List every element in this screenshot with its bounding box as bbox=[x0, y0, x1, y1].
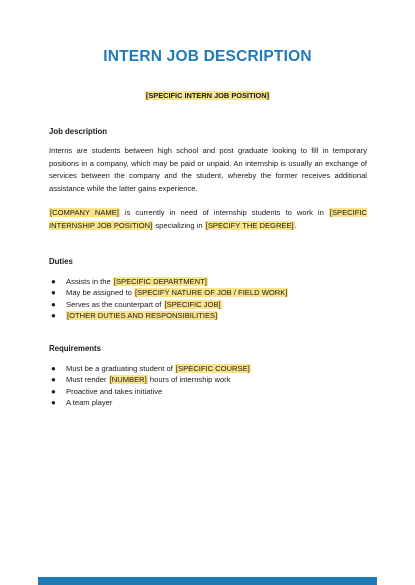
company-need-paragraph bbox=[49, 207, 367, 232]
duties-heading: Duties bbox=[49, 257, 73, 266]
list-item: ● Proactive and takes initiative bbox=[51, 386, 163, 396]
company-name-placeholder: [COMPANY NAME] bbox=[50, 208, 119, 217]
bullet-icon: ● bbox=[51, 375, 56, 385]
list-item: ● A team player bbox=[51, 398, 113, 408]
department-placeholder: [SPECIFIC DEPARTMENT] bbox=[113, 277, 207, 286]
paragraph-text: . bbox=[294, 220, 297, 230]
footer-bar bbox=[38, 577, 377, 585]
job-description-heading: Job description bbox=[49, 127, 108, 136]
specific-job-placeholder: [SPECIFIC JOB] bbox=[164, 299, 221, 309]
list-item bbox=[49, 310, 288, 321]
job-position-placeholder: [SPECIFIC INTERN JOB POSITION] bbox=[145, 91, 270, 100]
number-placeholder: [NUMBER] bbox=[109, 375, 147, 385]
list-item: ● Must render [NUMBER] hours of internship work bbox=[51, 375, 231, 385]
bullet-icon: ● bbox=[51, 311, 56, 321]
course-placeholder: [SPECIFIC COURSE] bbox=[175, 364, 250, 373]
bullet-icon: ● bbox=[51, 277, 56, 286]
bullet-icon: ● bbox=[51, 288, 56, 298]
bullet-icon: ● bbox=[51, 364, 56, 373]
duties-list bbox=[49, 276, 288, 322]
requirements-list bbox=[49, 363, 251, 409]
list-item: ● May be assigned to [SPECIFY NATURE OF JOB / FIELD WORK] bbox=[51, 288, 288, 298]
other-duties-placeholder: [OTHER DUTIES AND RESPONSIBILITIES] bbox=[67, 311, 218, 321]
list-item: ● Assists in the [SPECIFIC DEPARTMENT] bbox=[51, 277, 207, 286]
requirements-heading: Requirements bbox=[49, 344, 101, 353]
bullet-icon: ● bbox=[51, 398, 56, 408]
bullet-icon: ● bbox=[51, 386, 56, 396]
job-position-subtitle bbox=[0, 91, 415, 100]
list-item: ● Serves as the counterpart of [SPECIFIC JOB] bbox=[51, 299, 221, 309]
list-item: ● Must be a graduating student of [SPECIFIC COURSE] bbox=[51, 364, 250, 373]
field-work-placeholder: [SPECIFY NATURE OF JOB / FIELD WORK] bbox=[134, 288, 288, 298]
job-description-paragraph: Interns are students between high school and post graduate looking to fill in temporary positions in a company, which may be paid or unpaid. An internship is usually an exchange of services between the company and the student, whereby the former receives additional assistance while the latter gains experience. bbox=[49, 146, 367, 193]
document-title: INTERN JOB DESCRIPTION bbox=[103, 48, 312, 65]
paragraph-text: specializing in bbox=[153, 220, 205, 230]
internship-position-placeholder: [SPECIFIC INTERNSHIP JOB POSITION] bbox=[49, 208, 367, 230]
bullet-icon: ● bbox=[51, 299, 56, 309]
degree-placeholder: [SPECIFY THE DEGREE] bbox=[205, 220, 294, 230]
paragraph-text: is currently in need of internship students to work in bbox=[119, 208, 329, 217]
